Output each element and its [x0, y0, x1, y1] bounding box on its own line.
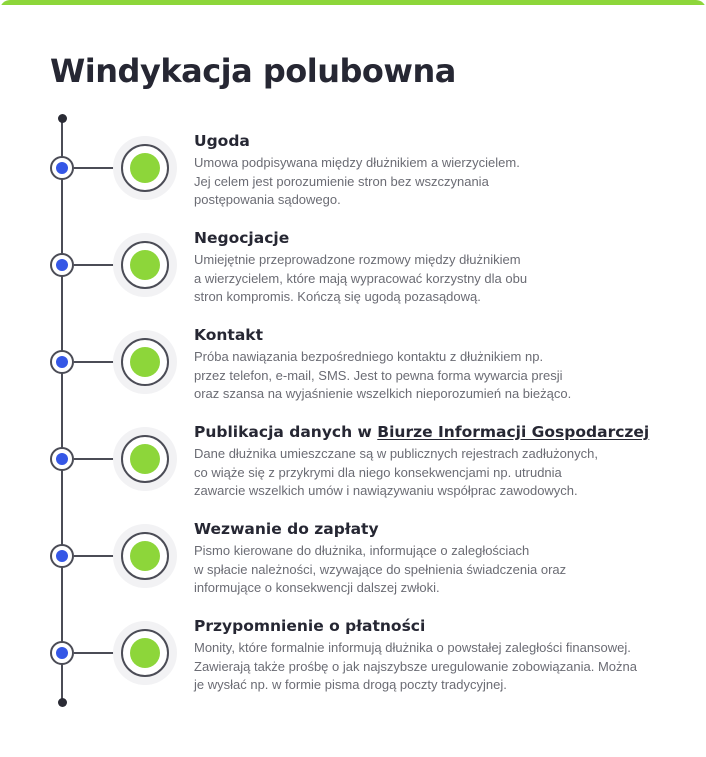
timeline-step-ugoda: [0, 120, 706, 216]
green-circle-icon: [121, 144, 169, 192]
step-description-line: informujące o konsekwencji dalszej zwłoki.: [194, 580, 440, 595]
timeline-node-icon: [50, 447, 74, 471]
step-description: [194, 154, 674, 210]
timeline-step-wezwanie: [0, 508, 706, 604]
green-circle-icon: [121, 435, 169, 483]
step-description-line: je wysłać np. w formie pisma drogą poczty tradycyjnej.: [194, 677, 507, 692]
timeline-step-publikacja: [0, 411, 706, 507]
timeline-node-icon: [50, 156, 74, 180]
green-circle-icon: [121, 241, 169, 289]
step-description-line: Próba nawiązania bezpośredniego kontaktu z dłużnikiem np.: [194, 349, 544, 364]
big-registry-link[interactable]: Biurze Informacji Gospodarczej: [377, 423, 650, 441]
timeline-node-icon: [50, 544, 74, 568]
green-circle-icon: [121, 629, 169, 677]
step-description-line: a wierzycielem, które mają wypracować korzystny dla obu: [194, 270, 528, 286]
page-title: Windykacja polubowna: [50, 52, 456, 90]
step-description-line: Pismo kierowane do dłużnika, informujące o zaległościach: [194, 543, 530, 558]
accent-top-bar: [0, 0, 706, 5]
step-title: Przypomnienie o płatności: [194, 617, 426, 635]
step-title-prefix: Publikacja danych w: [194, 423, 378, 441]
step-description: [194, 542, 674, 598]
timeline-node-icon: [50, 253, 74, 277]
step-title: Kontakt: [194, 326, 264, 344]
step-description: [194, 445, 674, 501]
timeline-node-icon: [50, 350, 74, 374]
step-description-line: co wiąże się z przykrymi dla niego konsekwencjami np. utrudnia: [194, 464, 562, 480]
step-description-line: Monity, które formalnie informują dłużnika o powstałej zaległości finansowej.: [194, 640, 631, 655]
step-description-line: Umowa podpisywana między dłużnikiem a wierzycielem.: [194, 155, 520, 170]
step-description: [194, 639, 674, 695]
step-description-line: stron kompromis. Kończą się ugodą pozasądową.: [194, 289, 481, 304]
step-description: [194, 251, 674, 307]
step-description-line: postępowania sądowego.: [194, 192, 341, 207]
step-description-line: Zawierają także prośbę o jak najszybsze uregulowanie zobowiązania. Można: [194, 658, 637, 674]
step-description-line: przez telefon, e-mail, SMS. Jest to pewna forma wywarcia presji: [194, 367, 563, 383]
green-circle-icon: [121, 338, 169, 386]
step-description-line: Jej celem jest porozumienie stron bez wszczynania: [194, 173, 489, 189]
step-title: Wezwanie do zapłaty: [194, 520, 379, 538]
timeline-step-negocjacje: [0, 217, 706, 313]
timeline-node-icon: [50, 641, 74, 665]
step-description-line: Dane dłużnika umieszczane są w publicznych rejestrach zadłużonych,: [194, 446, 598, 461]
step-title: Negocjacje: [194, 229, 290, 247]
step-description-line: oraz szansa na wyjaśnienie wszelkich nieporozumień na bieżąco.: [194, 386, 572, 401]
step-description-line: Umiejętnie przeprowadzone rozmowy między dłużnikiem: [194, 252, 521, 267]
step-title: [194, 423, 649, 441]
step-description-line: w spłacie należności, wzywające do spełnienia świadczenia oraz: [194, 561, 567, 577]
step-description-line: zawarcie wszelkich umów i nawiązywaniu współprac zawodowych.: [194, 483, 578, 498]
timeline-step-kontakt: [0, 314, 706, 410]
step-title: Ugoda: [194, 132, 250, 150]
timeline-step-przypomnienie: [0, 605, 706, 701]
green-circle-icon: [121, 532, 169, 580]
step-description: [194, 348, 674, 404]
